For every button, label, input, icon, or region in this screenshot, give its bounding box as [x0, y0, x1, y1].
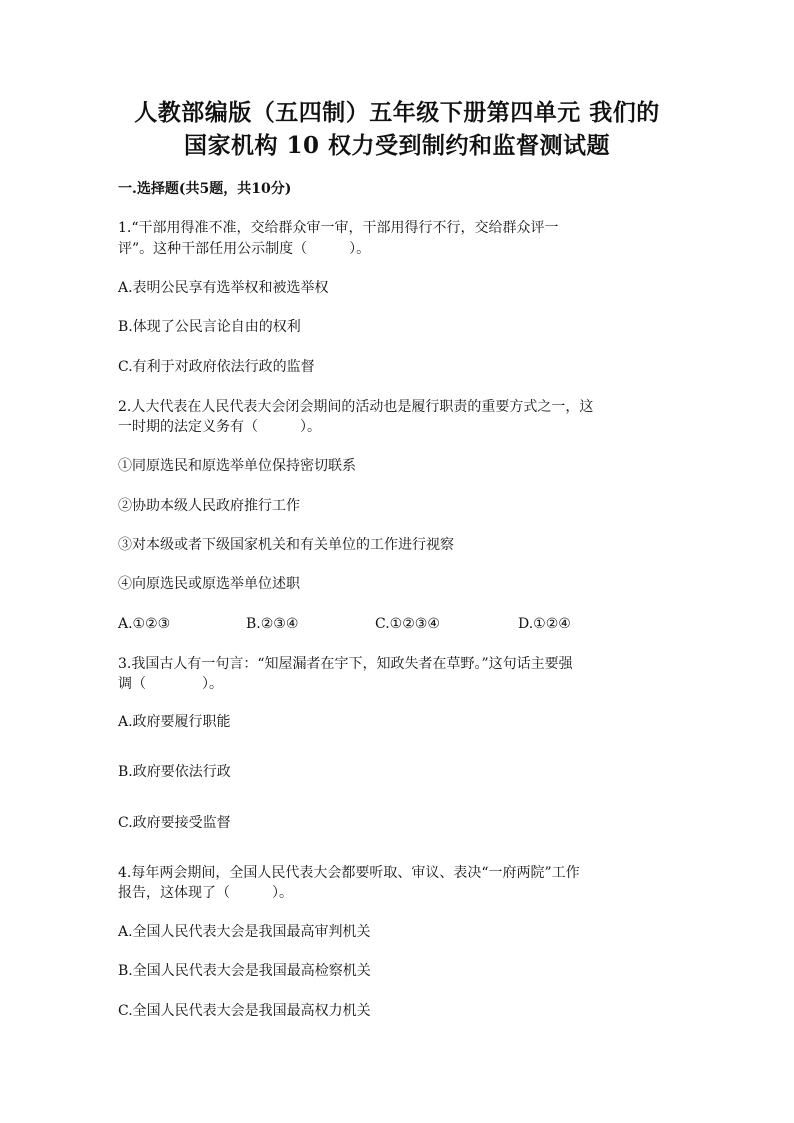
- question-2-statement-1: ①同原选民和原选举单位保持密切联系: [118, 458, 356, 474]
- question-3-stem-line-2: 调（ ）。: [118, 676, 223, 692]
- question-2-option-b: B.②③④: [246, 616, 299, 632]
- question-4-stem-line-2: 报告，这体现了（ ）。: [118, 885, 293, 901]
- question-1-option-b: B.体现了公民言论自由的权利: [118, 319, 301, 335]
- question-3-option-a: A.政府要履行职能: [118, 714, 231, 730]
- question-4-option-b: B.全国人民代表大会是我国最高检察机关: [118, 963, 371, 979]
- question-1-stem-line-1: 1.“干部用得准不准，交给群众审一审，干部用得行不行，交给群众评一: [118, 220, 559, 236]
- question-2-stem-line-1: 2.人大代表在人民代表大会闭会期间的活动也是履行职责的重要方式之一，这: [118, 399, 594, 415]
- question-3-stem-line-1: 3.我国古人有一句言：“知屋漏者在宇下，知政失者在草野。”这句话主要强: [118, 656, 573, 672]
- section-heading: 一.选择题(共5题，共10分): [118, 181, 292, 197]
- question-2-statement-2: ②协助本级人民政府推行工作: [118, 498, 300, 514]
- question-2-statement-4: ④向原选民或原选举单位述职: [118, 576, 300, 592]
- question-1-stem-line-2: 评”。这种干部任用公示制度（ ）。: [118, 241, 371, 257]
- question-4-option-c: C.全国人民代表大会是我国最高权力机关: [118, 1003, 371, 1019]
- question-1-option-a: A.表明公民享有选举权和被选举权: [118, 280, 329, 296]
- question-2-stem-line-2: 一时期的法定义务有（ ）。: [118, 419, 321, 435]
- question-2-statement-3: ③对本级或者下级国家机关和有关单位的工作进行视察: [118, 537, 454, 553]
- title-line-2: 国家机构 10 权力受到制约和监督测试题: [183, 132, 611, 159]
- question-2-option-a: A.①②③: [118, 616, 171, 632]
- question-4-option-a: A.全国人民代表大会是我国最高审判机关: [118, 924, 371, 940]
- title-line-1: 人教部编版（五四制）五年级下册第四单元 我们的: [134, 99, 660, 126]
- question-3-option-b: B.政府要依法行政: [118, 764, 231, 780]
- question-2-option-d: D.①②④: [518, 616, 571, 632]
- question-3-option-c: C.政府要接受监督: [118, 815, 231, 831]
- question-2-option-c: C.①②③④: [375, 616, 440, 632]
- question-4-stem-line-1: 4.每年两会期间，全国人民代表大会都要听取、审议、表决“一府两院”工作: [118, 865, 580, 881]
- question-1-option-c: C.有利于对政府依法行政的监督: [118, 359, 315, 375]
